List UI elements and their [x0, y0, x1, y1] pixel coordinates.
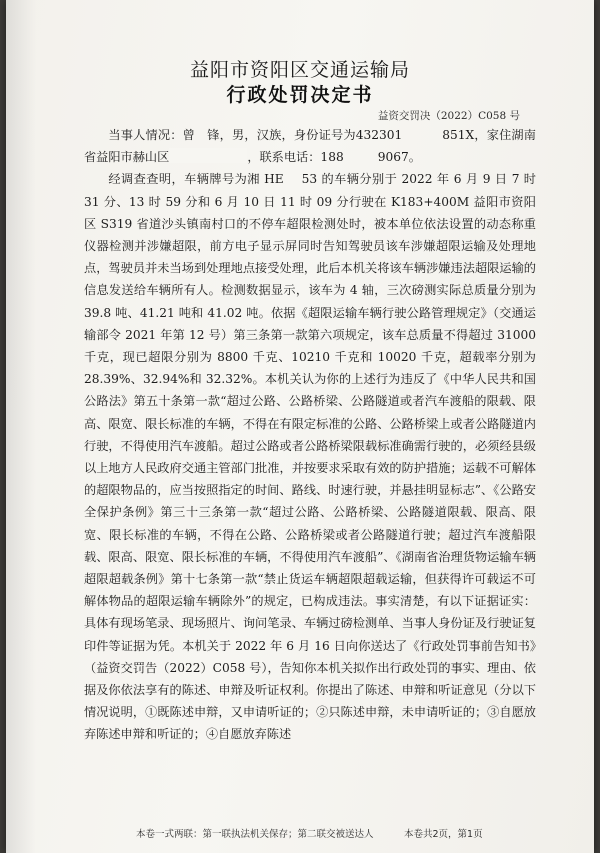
document-body: [84, 124, 536, 746]
party-id-tail: 851X，家住湖南省益阳市赫山区: [84, 128, 536, 165]
facts-paragraph: [84, 168, 536, 745]
document-page: [6, 0, 594, 853]
party-intro: 当事人情况：曾 锋，男，汉族，身份证号为432301: [108, 128, 403, 142]
phone-tail: 9067。: [377, 150, 421, 165]
document-number: 益资交罚决（2022）C058 号: [377, 110, 520, 122]
facts-body: 53 的车辆分别于 2022 年 6 月 9 日 7 时 31 分、13 时 59 分和 6 月 10 日 11 时 09 分行驶在 K183+400M 益阳市资阳区 S319 省道沙头镇南村口的不停车超限检测处时，被本单位依法设置的动态称重仪器检测并涉嫌超限，前方电子显示屏同时告知驾驶员该车涉嫌超限运输及处理地点，驾驶员并未当场到处理地点接受处理，此后本机关将该车辆涉嫌违法超限运输的信息发送给车辆所有人。检测数据显示，该车为 4 轴，三次磅测实际总质量分别为 39.8 吨、41.21 吨和 41.02 吨。依据《超限运输车辆行驶公路管理规定》（交通运输部令 2021 年第 12 号）第三条第一款第六项规定，该车总质量不得超过 31000 千克，现已超限分别为 8800 千克、10210 千克和 10020 千克，超载率分别为 28.39%、32.94%和 32.32%。本机关认为你的上述行为违反了《中华人民共和国公路法》第五十条第一款“超过公路、公路桥梁、公路隧道或者汽车渡船的限载、限高、限宽、限长标准的车辆，不得在有限定标准的公路、公路桥梁上或者公路隧道内行驶，不得使用汽车渡船。超过公路或者公路桥梁限载标准确需行驶的，必须经县级以上地方人民政府交通主管部门批准，并按要求采取有效的防护措施；运载不可解体的超限物品的，应当按照指定的时间、路线、时速行驶，并悬挂明显标志”、《公路安全保护条例》第三十三条第一款“超过公路、公路桥梁、公路隧道限载、限高、限宽、限长标准的车辆，不得在公路、公路桥梁或者公路隧道行驶；超过汽车渡船限载、限高、限宽、限长标准的车辆，不得使用汽车渡船”、《湖南省治理货物运输车辆超限超载条例》第十七条第一款“禁止货运车辆超限超载运输，但获得许可载运不可解体物品的超限运输车辆除外”的规定，已构成违法。事实清楚，有以下证据证实：具体有现场笔录、现场照片、询问笔录、车辆过磅检测单、当事人身份证及行驶证复印件等证据为凭。本机关于 2022 年 6 月 16 日向你送达了《行政处罚事前告知书》（益资交罚告（2022）C058 号），告知你本机关拟作出行政处罚的事实、理由、依据及你依法享有的陈述、申辩及听证权利。你提出了陈述、申辩和听证意见（分以下情况说明，①既陈述申辩，又申请听证的；②只陈述申辩，未申请听证的；③自愿放弃陈述申辩和听证的；④自愿放弃陈述: [84, 172, 536, 742]
redacted-address: [169, 148, 247, 163]
phone-label: ，联系电话：188: [247, 150, 344, 165]
document-title: 行政处罚决定书: [226, 84, 374, 106]
agency-title: 益阳市资阳区交通运输局: [189, 59, 410, 81]
facts-start: 经调查查明，车辆牌号为湘 HE: [108, 172, 284, 187]
footer-copies-note: 本卷一式两联：第一联执法机关保存；第二联交被送达人: [136, 829, 374, 840]
footer-page-number: 本卷共2页，第1页: [404, 829, 483, 840]
page-shadow: [6, 0, 36, 853]
party-info-paragraph: [84, 124, 536, 168]
